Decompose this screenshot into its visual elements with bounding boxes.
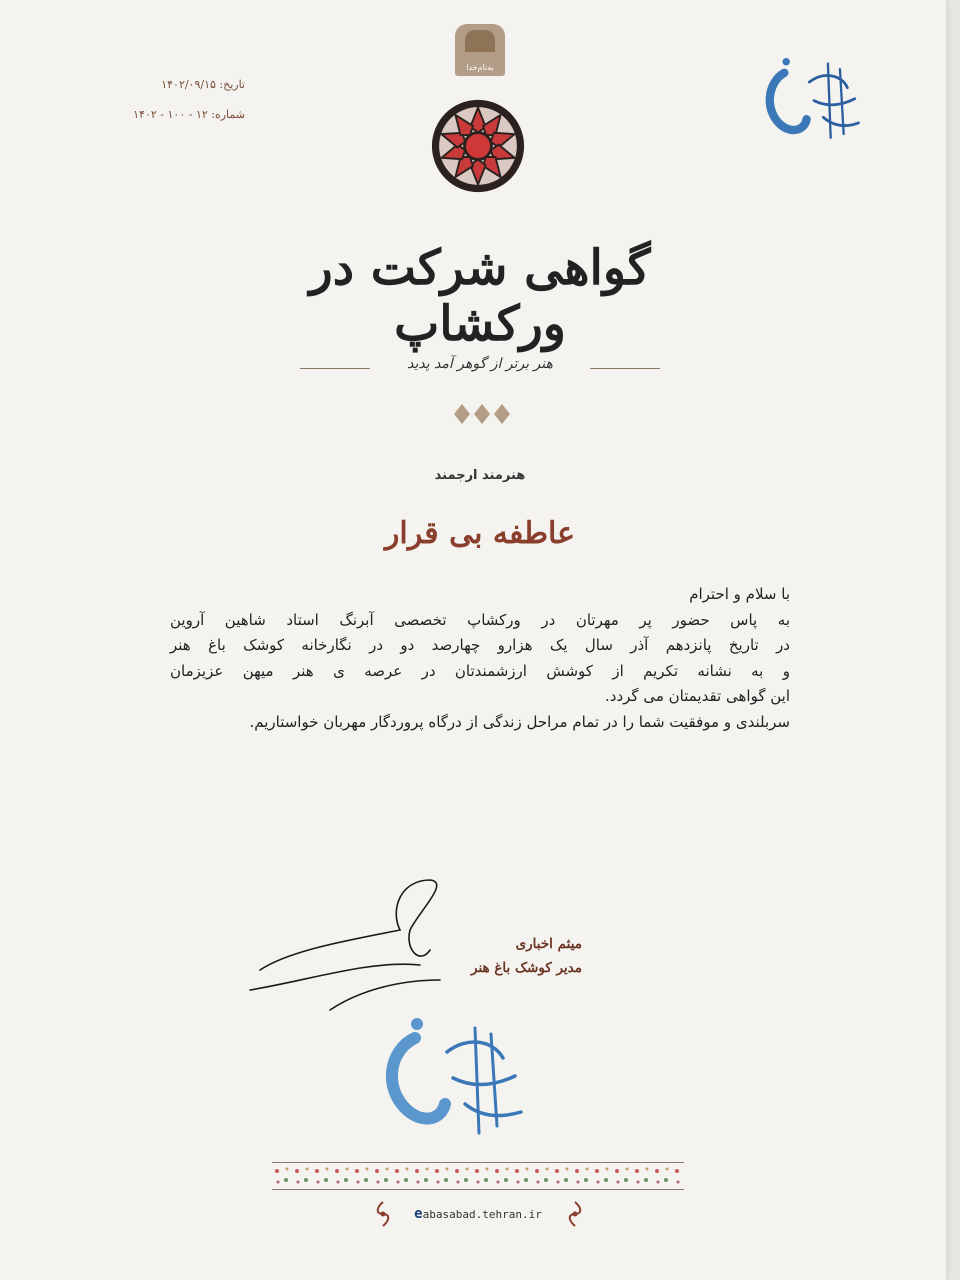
salutation: هنرمند ارجمند bbox=[434, 468, 526, 483]
signer-name: میثم اخباری bbox=[515, 936, 582, 952]
body-line-4: این گواهی تقدیمتان می گردد. bbox=[605, 687, 790, 705]
body-line-1: به پاس حضور پر مهرتان در ورکشاپ تخصصی آبرنگ استاد شاهین آروین bbox=[170, 610, 790, 629]
footer-ornament-left-icon bbox=[374, 1200, 392, 1228]
subtitle-line-left bbox=[300, 368, 370, 369]
body-greeting: با سلام و احترام bbox=[689, 585, 790, 603]
body-line-2: در تاریخ پانزدهم آذر سال یک هزارو چهارصد دو در نگارخانه کوشک باغ هنر bbox=[170, 636, 790, 654]
website-url: abasabad.tehran.ir bbox=[422, 1208, 542, 1221]
footer-website bbox=[398, 1206, 558, 1222]
bismillah-badge bbox=[455, 24, 505, 76]
subtitle-line-right bbox=[590, 368, 660, 369]
recipient-name: عاطفه بی قرار bbox=[384, 516, 576, 551]
certificate-number: شماره: ۱۲ - ۱۰۰ - ۱۴۰۲ bbox=[133, 108, 245, 121]
bismillah-label: به‌نام‌خدا bbox=[466, 63, 494, 72]
body-line-3: و به نشانه تکریم از کوشش ارزشمندتان در عرصه ی هنر میهن عزیزمان bbox=[170, 661, 790, 680]
certificate-title: گواهی شرکت در ورکشاپ bbox=[309, 240, 651, 352]
signer-block bbox=[470, 932, 582, 980]
subtitle-row bbox=[300, 356, 660, 380]
certificate-meta bbox=[100, 70, 245, 130]
body-line-5: سربلندی و موفقیت شما را در تمام مراحل زندگی از درگاه پروردگار مهربان خواستاریم. bbox=[249, 712, 790, 731]
footer-ornament-right-icon bbox=[566, 1200, 584, 1228]
kooshk-logo-top-icon bbox=[758, 45, 870, 147]
kooshk-logo-bottom-icon bbox=[375, 1008, 535, 1143]
handwritten-signature-icon bbox=[230, 870, 460, 1020]
website-e-icon: e bbox=[414, 1206, 423, 1222]
floral-border-strip bbox=[272, 1162, 684, 1190]
diamond-ornament-icon bbox=[452, 402, 512, 426]
certificate-subtitle: هنر برتر از گوهر آمد پدید bbox=[407, 356, 553, 372]
certificate-body bbox=[170, 582, 790, 735]
certificate-date: تاریخ: ۱۴۰۲/۰۹/۱۵ bbox=[161, 78, 245, 91]
bismillah-emblem-icon bbox=[465, 30, 495, 52]
signer-role: مدیر کوشک باغ هنر bbox=[471, 960, 582, 976]
rosette-emblem-icon bbox=[430, 98, 526, 194]
